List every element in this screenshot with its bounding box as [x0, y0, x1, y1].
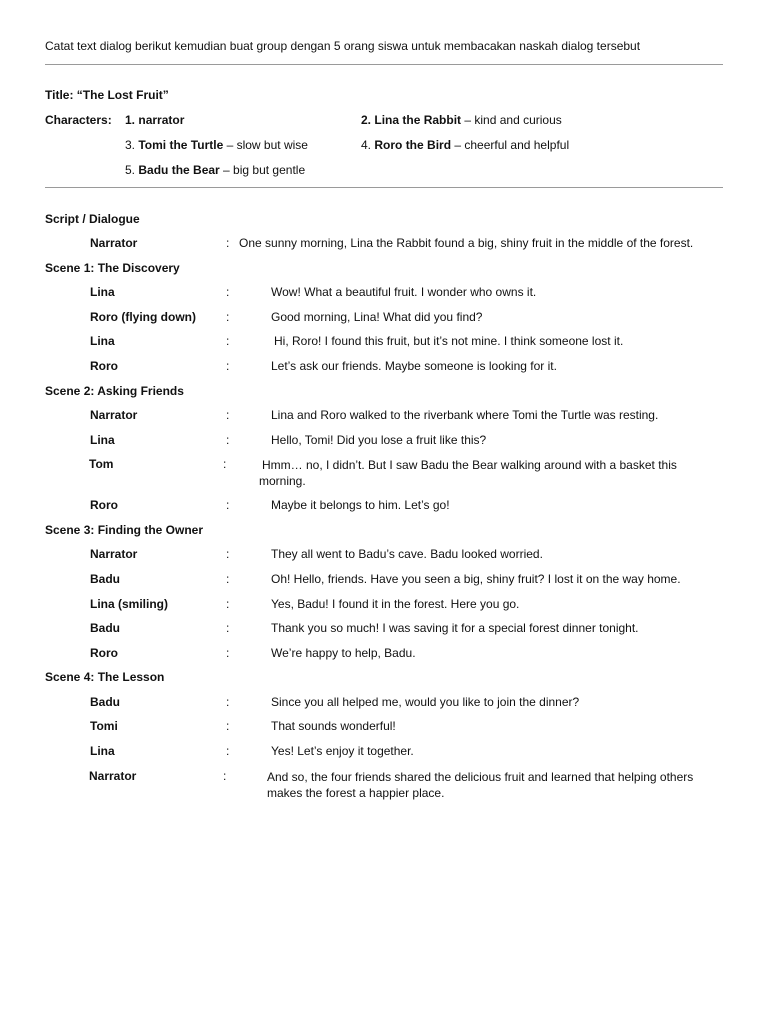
character-item-5: [125, 163, 305, 177]
characters-divider: [45, 187, 723, 188]
story-title: Title: “The Lost Fruit”: [45, 88, 169, 102]
speaker-name: Tomi: [90, 719, 118, 733]
character-desc: – big but gentle: [219, 163, 306, 177]
character-name: Lina the Rabbit: [374, 113, 462, 127]
speaker-colon: :: [226, 695, 230, 709]
speaker-name: Roro: [90, 359, 118, 373]
character-number: 3.: [125, 138, 136, 152]
characters-label: Characters:: [45, 113, 112, 127]
character-number: 2.: [361, 113, 372, 127]
character-item-4: [361, 138, 569, 152]
dialogue-text: Maybe it belongs to him. Let’s go!: [271, 498, 450, 512]
speaker-name: Roro (flying down): [90, 310, 196, 324]
speaker-colon: :: [226, 359, 230, 373]
top-divider: [45, 64, 723, 65]
speaker-name: Lina: [90, 285, 115, 299]
dialogue-text: Oh! Hello, friends. Have you seen a big, shiny fruit? I lost it on the way home.: [271, 572, 681, 586]
speaker-colon: :: [226, 334, 230, 348]
dialogue-text: Hello, Tomi! Did you lose a fruit like this?: [271, 433, 487, 447]
speaker-colon: :: [226, 547, 230, 561]
scene-heading: Scene 1: The Discovery: [45, 261, 180, 275]
speaker-colon: :: [226, 408, 230, 422]
speaker-colon: :: [223, 769, 227, 783]
dialogue-text: Hi, Roro! I found this fruit, but it’s not mine. I think someone lost it.: [274, 334, 624, 348]
speaker-name: Narrator: [90, 547, 138, 561]
script-heading: Script / Dialogue: [45, 212, 140, 226]
character-item-2: [361, 113, 562, 127]
character-number: 1.: [125, 113, 136, 127]
speaker-name: Narrator: [90, 236, 138, 250]
speaker-colon: :: [226, 236, 230, 250]
speaker-name: Narrator: [90, 408, 138, 422]
speaker-name: Roro: [90, 646, 118, 660]
character-name: Badu the Bear: [138, 163, 220, 177]
scene-heading: Scene 2: Asking Friends: [45, 384, 184, 398]
speaker-name: Lina: [90, 744, 115, 758]
character-number: 5.: [125, 163, 136, 177]
dialogue-text: Good morning, Lina! What did you find?: [271, 310, 483, 324]
character-name: Tomi the Turtle: [138, 138, 224, 152]
dialogue-text: Wow! What a beautiful fruit. I wonder who owns it.: [271, 285, 537, 299]
dialogue-text: Since you all helped me, would you like to join the dinner?: [271, 695, 580, 709]
dialogue-text: Yes, Badu! I found it in the forest. Here you go.: [271, 597, 520, 611]
dialogue-text: And so, the four friends shared the delicious fruit and learned that helping others makes the forest a happier place.: [267, 770, 694, 800]
dialogue-text: Let’s ask our friends. Maybe someone is looking for it.: [271, 359, 557, 373]
instruction-text: Catat text dialog berikut kemudian buat group dengan 5 orang siswa untuk membacakan naskah dialog tersebut: [45, 39, 641, 53]
speaker-name: Badu: [90, 621, 120, 635]
speaker-name: Narrator: [89, 769, 137, 783]
speaker-colon: :: [226, 597, 230, 611]
speaker-colon: :: [226, 285, 230, 299]
speaker-colon: :: [226, 310, 230, 324]
speaker-name: Lina (smiling): [90, 597, 168, 611]
speaker-colon: :: [226, 498, 230, 512]
dialogue-text: Hmm… no, I didn’t. But I saw Badu the Bear walking around with a basket this morning.: [259, 458, 677, 488]
dialogue-text: That sounds wonderful!: [271, 719, 396, 733]
speaker-colon: :: [226, 719, 230, 733]
speaker-name: Roro: [90, 498, 118, 512]
speaker-name: Lina: [90, 433, 115, 447]
speaker-name: Badu: [90, 695, 120, 709]
scene-heading: Scene 4: The Lesson: [45, 670, 165, 684]
dialogue-text: Thank you so much! I was saving it for a special forest dinner tonight.: [271, 621, 639, 635]
speaker-colon: :: [223, 457, 227, 471]
speaker-name: Lina: [90, 334, 115, 348]
speaker-colon: :: [226, 572, 230, 586]
scene-heading: Scene 3: Finding the Owner: [45, 523, 204, 537]
dialogue-text: Yes! Let’s enjoy it together.: [271, 744, 414, 758]
dialogue-text: They all went to Badu’s cave. Badu looked worried.: [271, 547, 543, 561]
character-item-3: [125, 138, 308, 152]
character-number: 4.: [361, 138, 372, 152]
speaker-colon: :: [226, 621, 230, 635]
speaker-name: Badu: [90, 572, 120, 586]
character-desc: – kind and curious: [461, 113, 562, 127]
dialogue-text: We’re happy to help, Badu.: [271, 646, 416, 660]
speaker-colon: :: [226, 744, 230, 758]
speaker-name: Tom: [89, 457, 114, 471]
character-desc: – slow but wise: [223, 138, 308, 152]
character-name: Roro the Bird: [374, 138, 452, 152]
dialogue-text: Lina and Roro walked to the riverbank where Tomi the Turtle was resting.: [271, 408, 659, 422]
character-desc: – cheerful and helpful: [451, 138, 570, 152]
dialogue-text: One sunny morning, Lina the Rabbit found a big, shiny fruit in the middle of the forest.: [239, 236, 694, 250]
character-item-1: [125, 113, 184, 127]
speaker-colon: :: [226, 433, 230, 447]
character-name: narrator: [138, 113, 185, 127]
speaker-colon: :: [226, 646, 230, 660]
